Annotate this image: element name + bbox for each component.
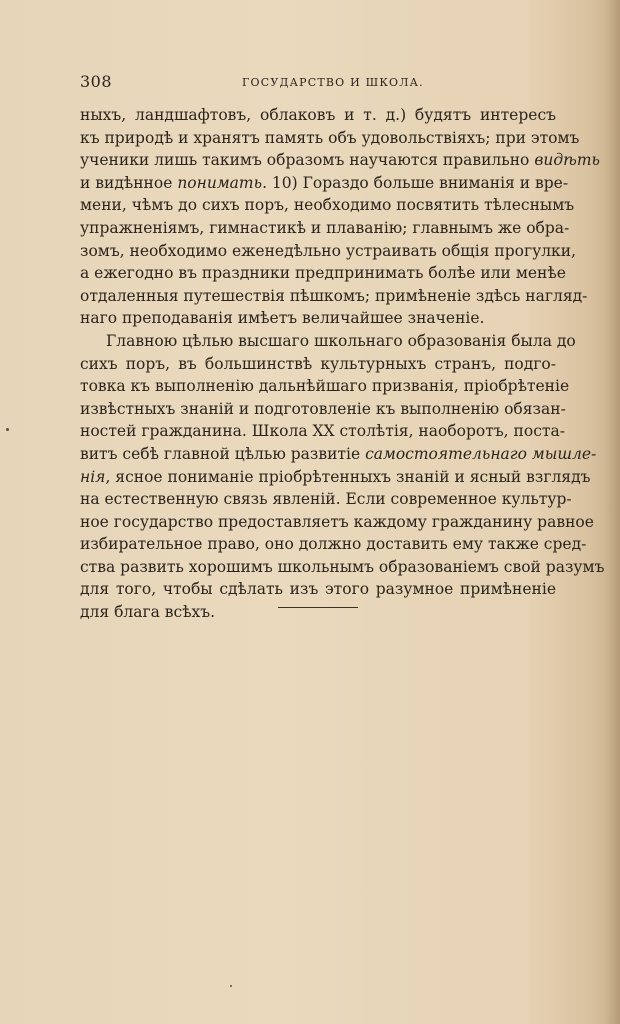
text-line: на естественную связь явленій. Если современное культур- — [80, 490, 572, 509]
text-line: ученики лишь такимъ образомъ научаются правильно видѣть — [80, 151, 600, 170]
text-line: зомъ, необходимо еженедѣльно устраивать общія прогулки, — [80, 241, 576, 260]
paragraph-1 — [80, 104, 600, 330]
text-line: наго преподаванія имѣетъ величайшее значеніе. — [80, 309, 485, 328]
text-line: извѣстныхъ знаній и подготовленіе къ выполненію обязан- — [80, 399, 566, 418]
body-text — [80, 104, 605, 624]
text-line: ное государство предоставляетъ каждому гражданину равное — [80, 512, 594, 531]
paper-speck — [230, 985, 232, 987]
text-line: упражненіямъ, гимнастикѣ и плаванію; главнымъ же обра- — [80, 218, 570, 237]
emphasis-text: нія — [80, 467, 106, 486]
section-divider-rule — [278, 607, 358, 608]
text-line: для того, чтобы сдѣлать изъ этого разумное примѣненіе — [80, 580, 556, 599]
text-line: нія, ясное пониманіе пріобрѣтенныхъ знаній и ясный взглядъ — [80, 467, 591, 486]
page-number: 308 — [80, 72, 113, 91]
text-line: сихъ поръ, въ большинствѣ культурныхъ странъ, подго- — [80, 354, 556, 373]
text-line: избирательное право, оно должно доставить ему также сред- — [80, 535, 587, 554]
page-header — [80, 72, 556, 96]
paper-speck — [6, 428, 9, 431]
text-line: къ природѣ и хранятъ память объ удовольствіяхъ; при этомъ — [80, 128, 580, 147]
paragraph-2 — [80, 330, 605, 624]
text-line: а ежегодно въ праздники предпринимать болѣе или менѣе — [80, 264, 566, 283]
text-line: ныхъ, ландшафтовъ, облаковъ и т. д.) будятъ интересъ — [80, 106, 556, 124]
text-line: для блага всѣхъ. — [80, 603, 216, 622]
text-line: витъ себѣ главной цѣлью развитіе самостоятельнаго мышле- — [80, 444, 597, 463]
text-line: ностей гражданина. Школа XX столѣтія, наоборотъ, поста- — [80, 422, 565, 441]
text-line: мени, чѣмъ до сихъ поръ, необходимо посвятить тѣлеснымъ — [80, 196, 575, 215]
text-line: отдаленныя путешествія пѣшкомъ; примѣненіе здѣсь нагляд- — [80, 286, 588, 305]
running-title: ГОСУДАРСТВО И ШКОЛА. — [242, 76, 424, 89]
text-line: Главною цѣлью высшаго школьнаго образованія была до — [106, 331, 576, 350]
emphasis-text: видѣть — [534, 151, 600, 170]
text-line: ства развить хорошимъ школьнымъ образованіемъ свой разумъ — [80, 557, 605, 576]
text-line: и видѣнное понимать. 10) Гораздо больше вниманія и вре- — [80, 173, 569, 192]
page-edge-shadow — [606, 0, 620, 1024]
emphasis-text: самостоятельнаго мышле- — [365, 444, 597, 463]
emphasis-text: понимать — [177, 173, 263, 192]
text-line: товка къ выполненію дальнѣйшаго призванія, пріобрѣтеніе — [80, 377, 570, 396]
